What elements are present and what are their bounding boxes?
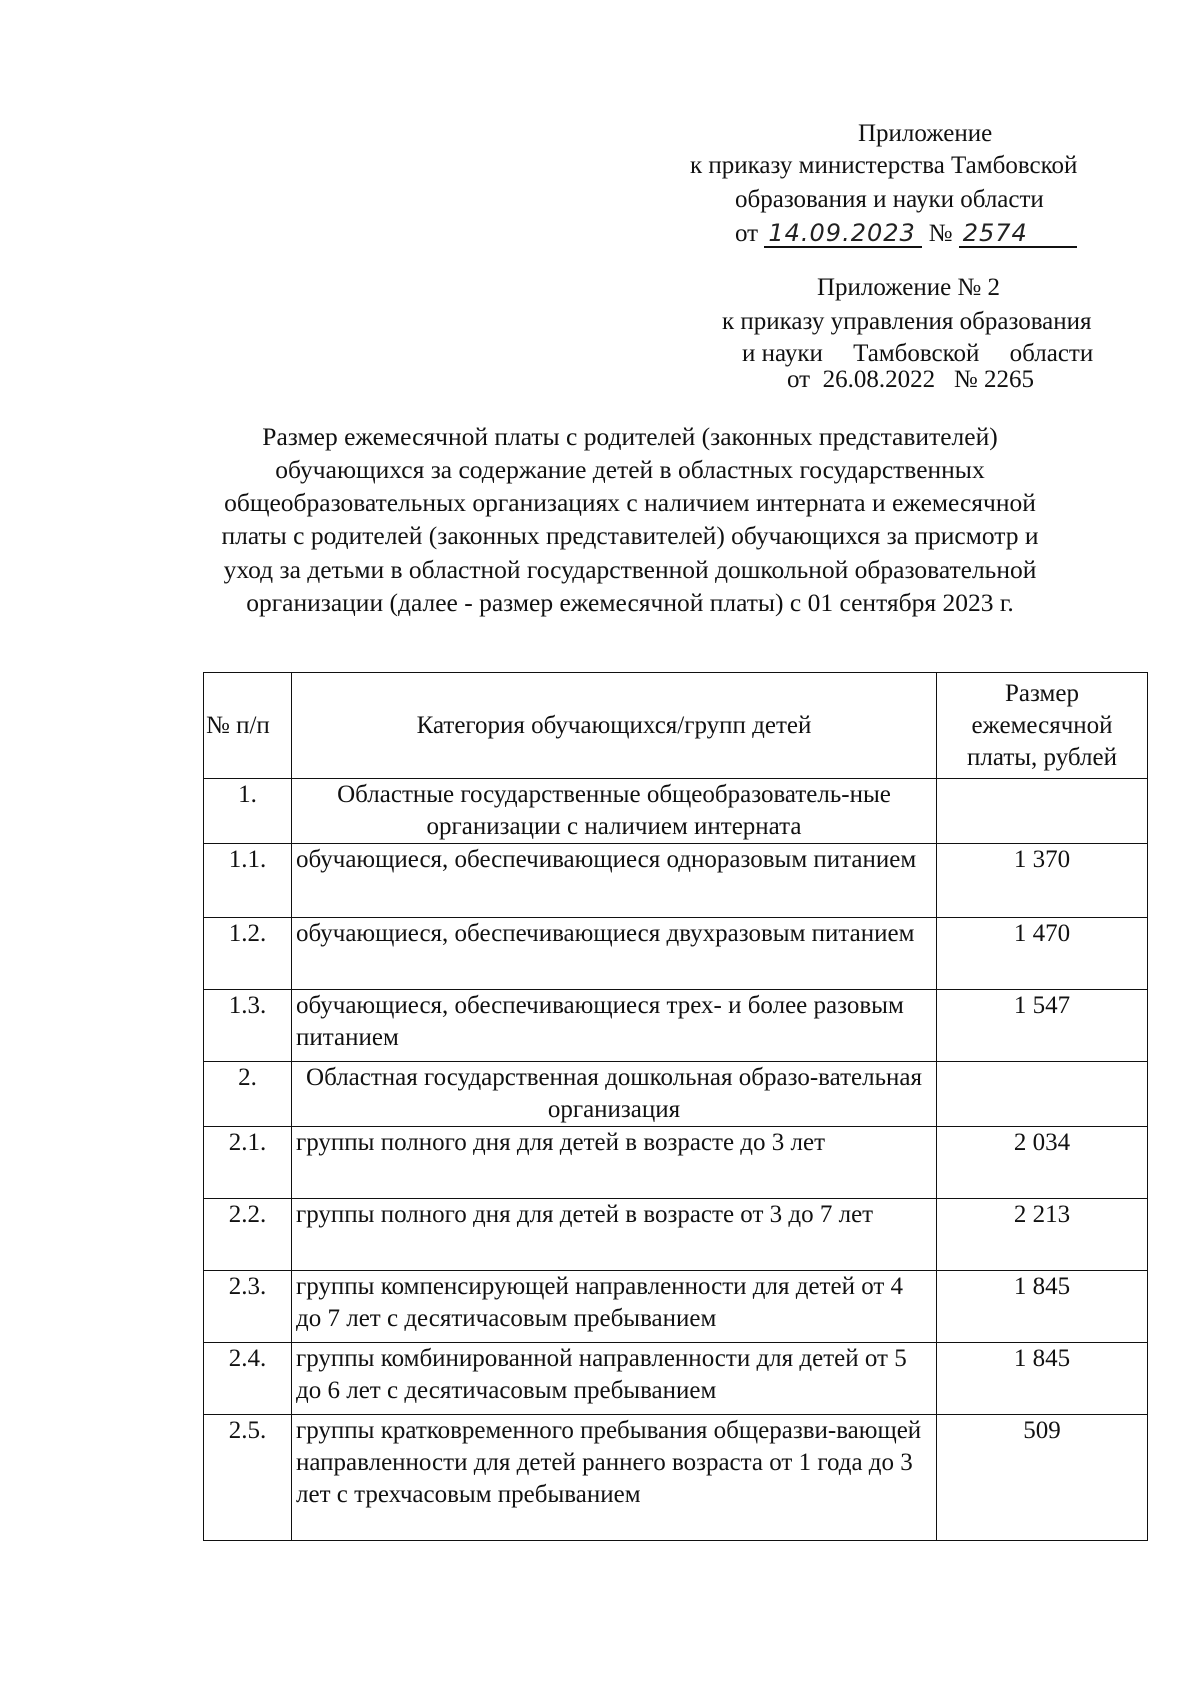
row-amount: 509	[937, 1415, 1148, 1541]
row-number: 2.1.	[204, 1127, 292, 1199]
row-amount: 2 213	[937, 1199, 1148, 1271]
appendix-2-line3-part3: области	[1009, 340, 1094, 367]
header-category: Категория обучающихся/групп детей	[292, 673, 937, 779]
row-amount: 2 034	[937, 1127, 1148, 1199]
title-line-6: организации (далее - размер ежемесячной платы) с 01 сентября 2023 г.	[246, 587, 1014, 617]
row-amount: 1 470	[937, 918, 1148, 990]
fee-table	[203, 672, 1148, 1541]
row-number: 2.2.	[204, 1199, 292, 1271]
appendix-2-line2: к приказу управления образования	[722, 308, 1092, 335]
document-title	[150, 420, 1110, 619]
title-line-4: платы с родителей (законных представителей) обучающихся за присмотр и	[221, 521, 1039, 551]
table-header-row	[204, 673, 1148, 779]
number-prefix: №	[928, 220, 953, 247]
row-category: группы комбинированной направленности для детей от 5 до 6 лет с десятичасовым пребыванием	[292, 1343, 937, 1415]
row-amount: 1 547	[937, 990, 1148, 1062]
date-prefix: от	[735, 220, 759, 247]
row-amount: 1 845	[937, 1271, 1148, 1343]
handwritten-number: 2574	[959, 221, 1077, 248]
appendix-2-line3-part2: Тамбовской	[853, 340, 980, 367]
row-number: 1.3.	[204, 990, 292, 1062]
section-row	[204, 779, 1148, 844]
row-number: 2.3.	[204, 1271, 292, 1343]
row-category: обучающиеся, обеспечивающиеся двухразовым питанием	[292, 918, 937, 990]
appendix-2-line4: от 26.08.2022 № 2265	[787, 366, 1034, 393]
table-row	[204, 1199, 1148, 1271]
table-row	[204, 1127, 1148, 1199]
appendix-1-line2: к приказу министерства Тамбовской	[690, 152, 1078, 179]
row-amount: 1 845	[937, 1343, 1148, 1415]
row-number: 2.5.	[204, 1415, 292, 1541]
header-amount: Размер ежемесячной платы, рублей	[937, 673, 1148, 779]
table-row	[204, 1343, 1148, 1415]
table-row	[204, 990, 1148, 1062]
row-number: 2.	[204, 1062, 292, 1127]
row-amount	[937, 1062, 1148, 1127]
appendix-2-line3-part1: и науки	[742, 340, 823, 367]
table-row	[204, 918, 1148, 990]
appendix-2-title: Приложение № 2	[817, 274, 1001, 301]
appendix-1-title: Приложение	[858, 120, 993, 147]
title-line-5: уход за детьми в областной государственной дошкольной образовательной	[223, 554, 1037, 584]
row-category: группы компенсирующей направленности для детей от 4 до 7 лет с десятичасовым пребыванием	[292, 1271, 937, 1343]
row-number: 1.	[204, 779, 292, 844]
table-body	[204, 779, 1148, 1541]
row-number: 2.4.	[204, 1343, 292, 1415]
header-number: № п/п	[204, 673, 292, 779]
title-line-1: Размер ежемесячной платы с родителей (законных представителей)	[262, 422, 998, 451]
row-number: 1.1.	[204, 844, 292, 918]
row-category: обучающиеся, обеспечивающиеся трех- и более разовым питанием	[292, 990, 937, 1062]
row-category: Областная государственная дошкольная образо-вательная организация	[292, 1062, 937, 1127]
handwritten-date: 14.09.2023	[764, 221, 922, 248]
row-category: Областные государственные общеобразователь-ные организации с наличием интерната	[292, 779, 937, 844]
row-amount	[937, 779, 1148, 844]
title-line-2: обучающихся за содержание детей в областных государственных	[275, 455, 985, 485]
appendix-1-line3: образования и науки области	[735, 186, 1044, 213]
table-row	[204, 1271, 1148, 1343]
row-category: обучающиеся, обеспечивающиеся одноразовым питанием	[292, 844, 937, 918]
row-category: группы полного дня для детей в возрасте до 3 лет	[292, 1127, 937, 1199]
table-row	[204, 1415, 1148, 1541]
appendix-1-date-line	[735, 218, 1077, 250]
row-category: группы кратковременного пребывания общеразви-вающей направленности для детей раннего возраста от 1 года до 3 лет с трехчасовым пребыванием	[292, 1415, 937, 1541]
title-line-3: общеобразовательных организациях с наличием интерната и ежемесячной	[224, 488, 1036, 518]
row-category: группы полного дня для детей в возрасте от 3 до 7 лет	[292, 1199, 937, 1271]
row-amount: 1 370	[937, 844, 1148, 918]
row-number: 1.2.	[204, 918, 292, 990]
table-row	[204, 844, 1148, 918]
section-row	[204, 1062, 1148, 1127]
